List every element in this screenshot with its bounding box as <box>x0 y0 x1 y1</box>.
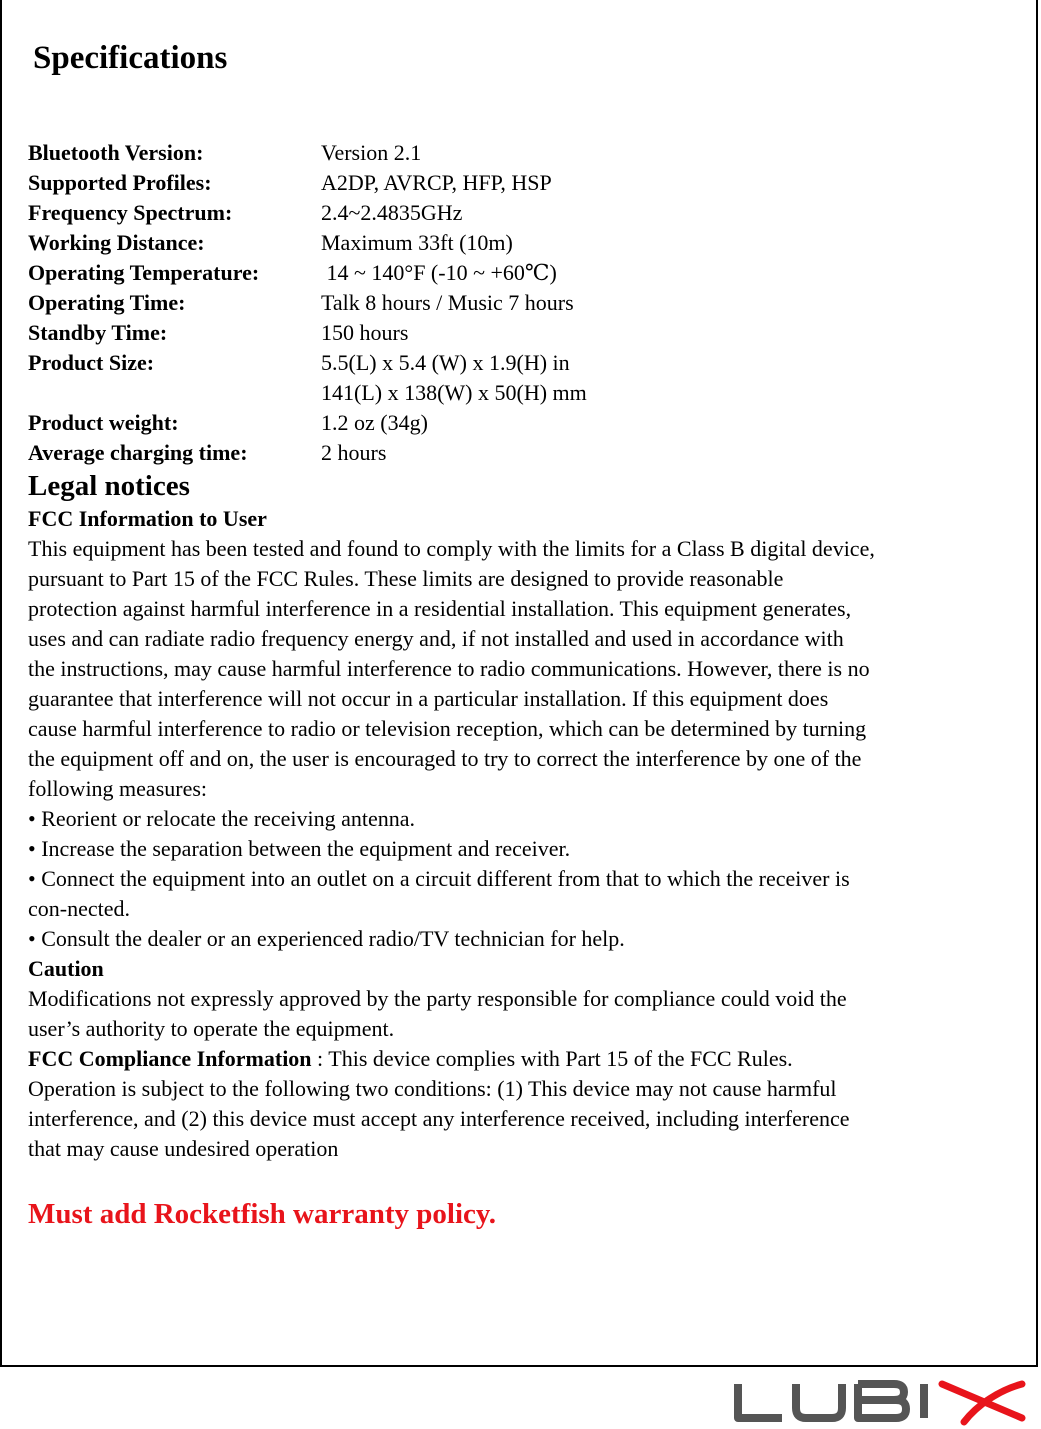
text-line: pursuant to Part 15 of the FCC Rules. These limits are designed to provide reasonable <box>28 566 784 591</box>
spec-row-bluetooth-version <box>28 138 587 168</box>
spec-value: 14 ~ 140°F (-10 ~ +60℃) <box>321 260 557 285</box>
caution-heading: Caution <box>28 956 104 981</box>
spec-row-operating-temperature <box>28 258 587 288</box>
text-line: This equipment has been tested and found to comply with the limits for a Class B digital device, <box>28 536 875 561</box>
caution-paragraph <box>28 984 1008 1044</box>
bullet-item: • Connect the equipment into an outlet on a circuit different from that to which the receiver is <box>28 866 850 891</box>
bullet-item: • Increase the separation between the equipment and receiver. <box>28 836 571 861</box>
spec-label: Working Distance: <box>28 230 205 255</box>
spec-row-frequency-spectrum <box>28 198 587 228</box>
logo-letter-x-accent <box>942 1384 1022 1422</box>
spec-row-standby-time <box>28 318 587 348</box>
spec-value: 150 hours <box>321 320 409 345</box>
fcc-info-paragraph <box>28 534 1008 954</box>
text-line: that may cause undesired operation <box>28 1136 339 1161</box>
spec-value: 1.2 oz (34g) <box>321 410 428 435</box>
logo-letter-b <box>858 1384 906 1418</box>
text-line: user’s authority to operate the equipment. <box>28 1016 395 1041</box>
spec-value: 2 hours <box>321 440 387 465</box>
spec-label <box>28 378 321 408</box>
lubix-logo <box>732 1378 1028 1428</box>
spec-table <box>28 138 587 468</box>
spec-label: Average charging time: <box>28 440 248 465</box>
warranty-warning: Must add Rocketfish warranty policy. <box>28 1198 497 1230</box>
text-line: cause harmful interference to radio or television reception, which can be determined by turning <box>28 716 867 741</box>
spec-row-supported-profiles <box>28 168 587 198</box>
compliance-heading: FCC Compliance Information <box>28 1046 312 1071</box>
spec-value: Maximum 33ft (10m) <box>321 230 513 255</box>
text-line: the instructions, may cause harmful interference to radio communications. However, there is no <box>28 656 870 681</box>
spec-label: Supported Profiles: <box>28 170 212 195</box>
spec-label: Bluetooth Version: <box>28 140 204 165</box>
text-line: Modifications not expressly approved by the party responsible for compliance could void the <box>28 986 847 1011</box>
compliance-first-line-text: : This device complies with Part 15 of the FCC Rules. <box>311 1046 793 1071</box>
text-line: Operation is subject to the following two conditions: (1) This device may not cause harmful <box>28 1076 837 1101</box>
page-title: Specifications <box>33 40 228 76</box>
spec-value: 5.5(L) x 5.4 (W) x 1.9(H) in <box>321 350 570 375</box>
spec-label: Operating Time: <box>28 290 186 315</box>
spec-value: 2.4~2.4835GHz <box>321 200 463 225</box>
text-line: interference, and (2) this device must accept any interference received, including interference <box>28 1106 850 1131</box>
spec-label: Frequency Spectrum: <box>28 200 233 225</box>
compliance-paragraph <box>28 1044 1008 1164</box>
text-line: uses and can radiate radio frequency energy and, if not installed and used in accordance with <box>28 626 844 651</box>
spec-row-product-size-mm <box>28 378 587 408</box>
bullet-item: • Reorient or relocate the receiving antenna. <box>28 806 416 831</box>
spec-value: 141(L) x 138(W) x 50(H) mm <box>321 380 587 405</box>
bullet-item: • Consult the dealer or an experienced radio/TV technician for help. <box>28 926 625 951</box>
spec-row-working-distance <box>28 228 587 258</box>
spec-row-operating-time <box>28 288 587 318</box>
text-line: protection against harmful interference in a residential installation. This equipment generates, <box>28 596 852 621</box>
fcc-info-heading: FCC Information to User <box>28 506 267 531</box>
text-line: the equipment off and on, the user is encouraged to try to correct the interference by one of the <box>28 746 862 771</box>
spec-row-average-charging-time <box>28 438 587 468</box>
text-line: guarantee that interference will not occur in a particular installation. If this equipment does <box>28 686 829 711</box>
spec-label: Operating Temperature: <box>28 260 260 285</box>
logo-letter-l <box>738 1384 782 1418</box>
compliance-first-line <box>28 1044 1008 1074</box>
spec-value: A2DP, AVRCP, HFP, HSP <box>321 170 552 195</box>
logo-letters <box>738 1384 924 1418</box>
logo-letter-u <box>796 1384 842 1418</box>
spec-row-product-weight <box>28 408 587 438</box>
spec-label: Standby Time: <box>28 320 168 345</box>
spec-value: Version 2.1 <box>321 140 422 165</box>
text-line: following measures: <box>28 776 208 801</box>
spec-row-product-size-in <box>28 348 587 378</box>
legal-notices <box>28 468 1008 1164</box>
text-line: con-nected. <box>28 896 130 921</box>
legal-heading: Legal notices <box>28 470 190 502</box>
spec-value: Talk 8 hours / Music 7 hours <box>321 290 574 315</box>
spec-label: Product weight: <box>28 410 179 435</box>
spec-label: Product Size: <box>28 350 155 375</box>
